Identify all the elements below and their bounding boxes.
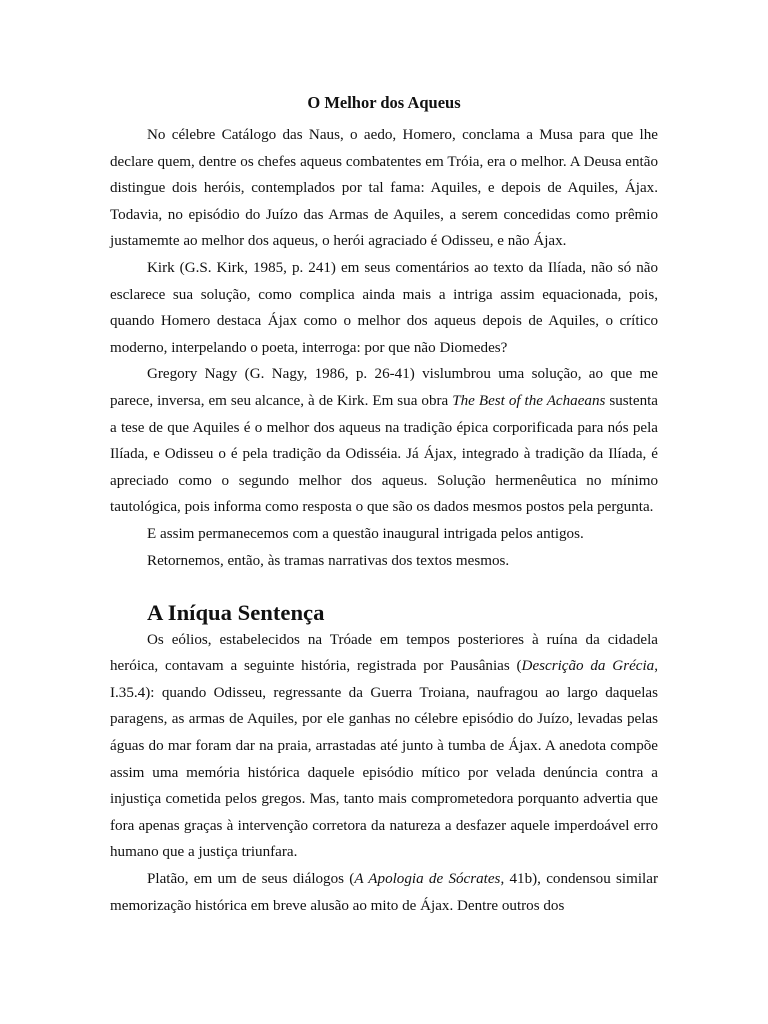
- document-title: O Melhor dos Aqueus: [307, 93, 461, 112]
- paragraph-4: [110, 521, 658, 548]
- paragraph-3: [110, 361, 658, 521]
- paragraph-text: sustenta a tese de que Aquiles é o melhor dos aqueus na tradição épica corporificada para nós pela Ilíada, e Odisseu o é pela tradição da Odisséia. Já Ájax, integrado à tradição da Ilíada, é apreciado como o segundo melhor dos aqueus. Solução hermenêutica no mínimo tautológica, pois informa como resposta o que são os dados mesmos postos pela pergunta.: [110, 392, 659, 516]
- book-title-italic: The Best of the Achaeans: [452, 392, 606, 409]
- section-paragraph-1: [110, 627, 658, 866]
- paragraph-text: , I.35.4): quando Odisseu, regressante da Guerra Troiana, naufragou ao largo daquelas paragens, as armas de Aquiles, por ele ganhas no célebre episódio do Juízo, levadas pelas águas do mar foram dar na praia, arrastadas até junto à tumba de Ájax. A anedota compõe assim uma memória histórica daquele episódio mítico por velada denúncia contra a injustiça cometida pelos gregos. Mas, tanto mais comprometedora porquanto advertia que fora apenas graças à intervenção corretora da natureza a desfazer aquele imperdoável erro humano que a justiça triunfara.: [110, 658, 658, 861]
- work-title-italic: Descrição da Grécia: [521, 658, 655, 675]
- paragraph-text: Kirk (G.S. Kirk, 1985, p. 241) em seus comentários ao texto da Ilíada, não só não esclarece sua solução, como complica ainda mais a intriga assim equacionada, pois, quando Homero destaca Ájax como o melhor dos aqueus depois de Aquiles, o crítico moderno, interpelando o poeta, interroga: por que não Diomedes?: [110, 259, 658, 356]
- paragraph-5: [110, 548, 658, 575]
- paragraph-text: No célebre Catálogo das Naus, o aedo, Homero, conclama a Musa para que lhe declare quem, dentre os chefes aqueus combatentes em Tróia, era o melhor. A Deusa então distingue dois heróis, contemplados por tal fama: Aquiles, e depois de Aquiles, Ájax. Todavia, no episódio do Juízo das Armas de Aquiles, a serem concedidas como prêmio justamemte ao melhor dos aqueus, o herói agraciado é Odisseu, e não Ájax.: [110, 127, 658, 250]
- paragraph-text: Gregory Nagy (G. Nagy, 1986, p. 26-41) vislumbrou uma solução, ao que me parece, inversa, em seu alcance, à de Kirk. Em sua obra: [110, 366, 658, 409]
- paragraph-2: [110, 255, 658, 361]
- section-paragraph-2: [110, 866, 658, 919]
- work-title-italic: A Apologia de Sócrates: [354, 871, 501, 888]
- paragraph-text: Os eólios, estabelecidos na Tróade em tempos posteriores à ruína da cidadela heróica, contavam a seguinte história, registrada por Pausânias (: [110, 631, 658, 675]
- paragraph-1: [110, 122, 658, 255]
- section-heading: A Iníqua Sentença: [147, 600, 325, 626]
- paragraph-text: E assim permanecemos com a questão inaugural intrigada pelos antigos.: [147, 525, 584, 542]
- paragraph-text: Platão, em um de seus diálogos (: [147, 871, 355, 888]
- paragraph-text: , 41b), condensou similar memorização histórica em breve alusão ao mito de Ájax. Dentre outros dos: [110, 871, 658, 914]
- paragraph-text: Retornemos, então, às tramas narrativas dos textos mesmos.: [147, 552, 510, 569]
